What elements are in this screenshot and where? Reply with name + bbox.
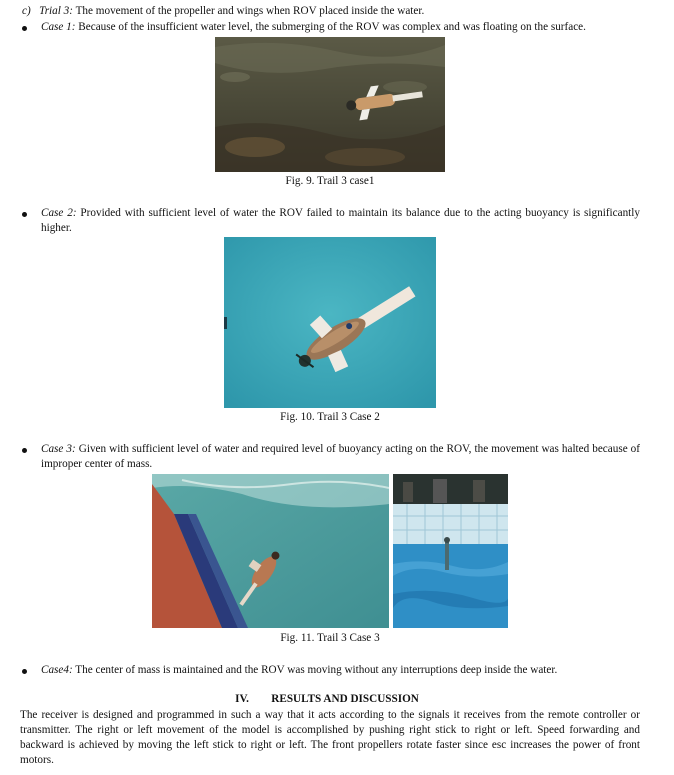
case1-paragraph: [41, 20, 586, 35]
section-heading: [0, 692, 654, 707]
trial3-line: [22, 4, 424, 19]
case4-paragraph: [41, 663, 557, 678]
bullet-case1: [22, 26, 27, 31]
fig10-caption: Fig. 10. Trail 3 Case 2: [280, 411, 380, 423]
section-number: IV.: [235, 693, 249, 705]
case1-text: Because of the insufficient water level, the submerging of the ROV was complex and was floating on the surface.: [75, 21, 586, 33]
bullet-case3: [22, 448, 27, 453]
fig11-left-image: [152, 474, 389, 628]
case4-text: The center of mass is maintained and the ROV was moving without any interruptions deep inside the water.: [72, 664, 558, 676]
case2-text: Provided with sufficient level of water the ROV failed to maintain its balance due to the acting buoyancy is significantly higher.: [41, 207, 640, 234]
fig9-image: [215, 37, 445, 172]
bullet-case4: [22, 669, 27, 674]
case4-label: Case4:: [41, 664, 73, 676]
case3-text: Given with sufficient level of water and required level of buoyancy acting on the ROV, the movement was halted because of improper center of mass.: [41, 443, 641, 470]
fig9-caption: Fig. 9. Trail 3 case1: [285, 175, 375, 187]
fig10-image: [224, 237, 436, 408]
case2-label: Case 2:: [41, 207, 77, 219]
trial3-text: The movement of the propeller and wings when ROV placed inside the water.: [72, 5, 425, 17]
body-paragraph: The receiver is designed and programmed in such a way that it acts according to the signals it receives from the remote controller or transmitter. The right or left movement of the model is accomplished by pushing right stick to right or left. Speed forwarding and backward is achieved by moving the left stick to right or left. The front propellers rotate faster since esc increases the power of front motors.: [20, 709, 640, 766]
case3-label: Case 3:: [41, 443, 76, 455]
bullet-case2: [22, 212, 27, 217]
case1-label: Case 1:: [41, 21, 76, 33]
fig9-photo-drawing: [215, 37, 445, 172]
case3-paragraph: [41, 442, 640, 472]
case2-paragraph: [41, 206, 640, 236]
fig11-right-photo-drawing: [393, 474, 508, 628]
section-title: RESULTS AND DISCUSSION: [271, 693, 419, 705]
fig11-left-photo-drawing: [152, 474, 389, 628]
fig10-photo-drawing: [224, 237, 436, 408]
fig11-right-image: [393, 474, 508, 628]
fig11-caption: Fig. 11. Trail 3 Case 3: [280, 632, 380, 644]
trial3-label: Trial 3:: [39, 5, 73, 17]
list-marker: c): [22, 5, 31, 17]
